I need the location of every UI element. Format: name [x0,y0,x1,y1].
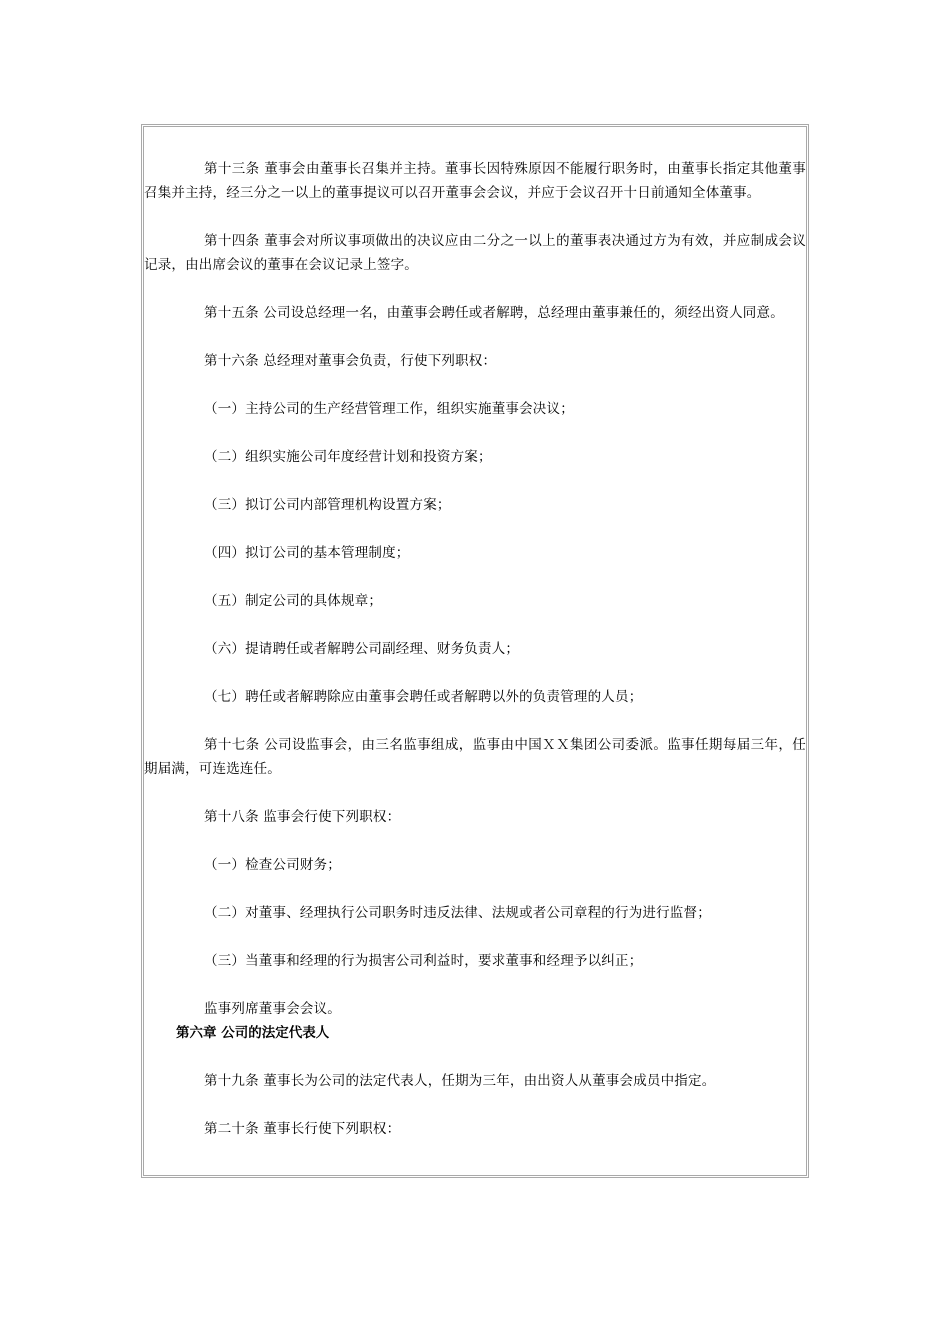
article-19: 第十九条 董事长为公司的法定代表人，任期为三年，由出资人从董事会成员中指定。 [204,1073,716,1089]
article-18-item-1: （一）检查公司财务； [204,857,341,873]
supervisor-attendance: 监事列席董事会会议。 [204,1001,341,1017]
article-16-item-7: （七）聘任或者解聘除应由董事会聘任或者解聘以外的负责管理的人员； [204,689,643,705]
article-16-item-5: （五）制定公司的具体规章； [204,593,383,609]
article-16-item-2: （二）组织实施公司年度经营计划和投资方案； [204,449,492,465]
article-16-item-3: （三）拟订公司内部管理机构设置方案； [204,497,451,513]
article-15: 第十五条 公司设总经理一名，由董事会聘任或者解聘，总经理由董事兼任的，须经出资人同意。 [204,305,784,321]
document-frame [141,124,809,1178]
article-18-item-2: （二）对董事、经理执行公司职务时违反法律、法规或者公司章程的行为进行监督； [204,905,711,921]
document-content [144,157,806,1141]
article-20: 第二十条 董事长行使下列职权： [204,1121,401,1137]
article-16-item-1: （一）主持公司的生产经营管理工作，组织实施董事会决议； [204,401,574,417]
article-16: 第十六条 总经理对董事会负责，行使下列职权： [204,353,497,369]
article-16-item-4: （四）拟订公司的基本管理制度； [204,545,410,561]
article-18-item-3: （三）当董事和经理的行为损害公司利益时，要求董事和经理予以纠正； [204,953,643,969]
article-18: 第十八条 监事会行使下列职权： [204,809,401,825]
article-17: 第十七条 公司设监事会，由三名监事组成，监事由中国ＸＸ集团公司委派。监事任期每届三年，任期届满，可连选连任。 [144,737,806,777]
article-14: 第十四条 董事会对所议事项做出的决议应由二分之一以上的董事表决通过方为有效，并应制成会议记录，由出席会议的董事在会议记录上签字。 [144,233,806,273]
article-13: 第十三条 董事会由董事长召集并主持。董事长因特殊原因不能履行职务时，由董事长指定其他董事召集并主持，经三分之一以上的董事提议可以召开董事会会议，并应于会议召开十日前通知全体董事。 [144,161,806,201]
article-16-item-6: （六）提请聘任或者解聘公司副经理、财务负责人； [204,641,520,657]
chapter-6-heading: 第六章 公司的法定代表人 [176,1025,330,1041]
